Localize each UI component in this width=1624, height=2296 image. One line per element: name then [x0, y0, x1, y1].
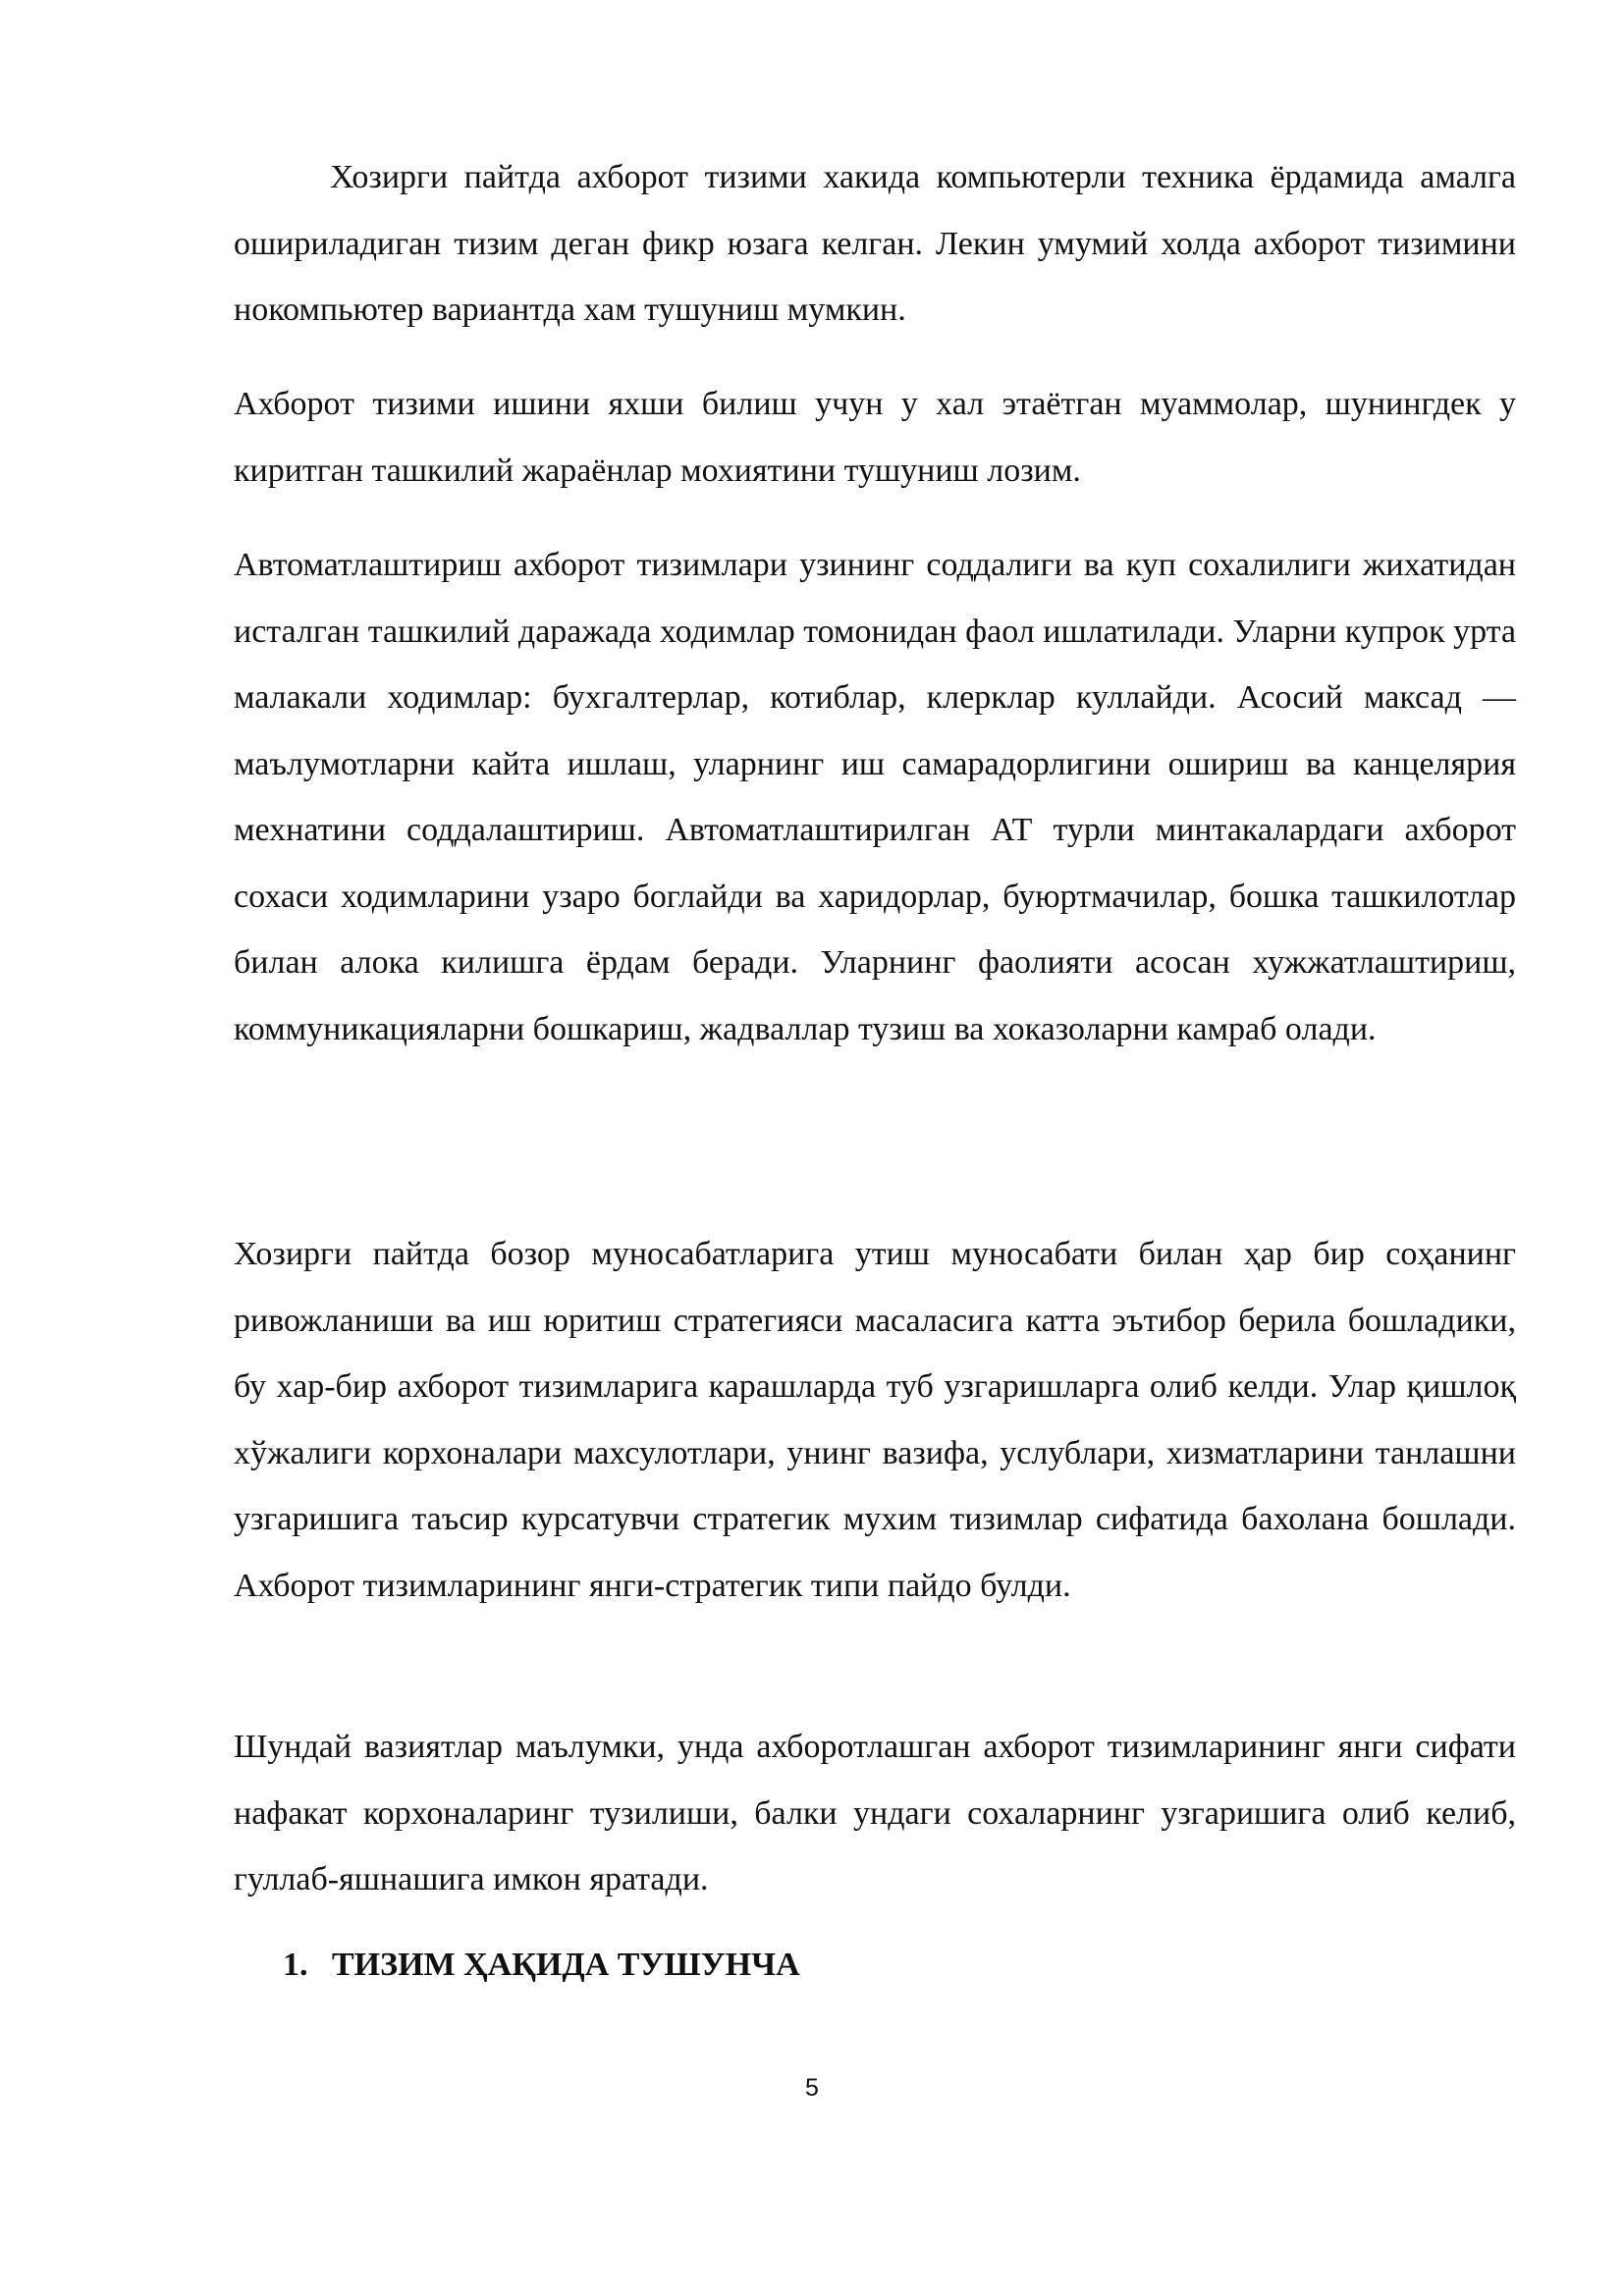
section-heading	[283, 1941, 800, 1990]
paragraph-5: Шундай вазиятлар маълумки, унда ахборотлашган ахборот тизимларининг янги сифати нафакат корхоналаринг тузилиши, балки ундаги сохаларнинг узгаришига олиб келиб, гуллаб-яшнашига имкон яратади.	[234, 1729, 1516, 1897]
page-number: 5	[805, 2074, 819, 2102]
paragraph-1: Хозирги пайтда ахборот тизими хакида компьютерли техника ёрдамида амалга ошириладиган тизим деган фикр юзага келган. Лекин умумий холда ахборот тизимини нокомпьютер вариантда хам тушуниш мумкин.	[234, 159, 1516, 328]
section-heading-text: ТИЗИМ ҲАҚИДА ТУШУНЧА	[332, 1947, 800, 1983]
paragraph-4: Хозирги пайтда бозор муносабатларига утиш муносабати билан ҳар бир соҳанинг ривожланиши ва иш юритиш стратегияси масаласига катта эътибор берила бошладики, бу хар-бир ахборот тизимларига карашларда туб узгаришларга олиб келди. Улар қишлоқ хўжалиги корхоналари махсулотлари, унинг вазифа, услублари, хизматларини танлашни узгаришига таъсир курсатувчи стратегик мухим тизимлар сифатида бахолана бошлади. Ахборот тизимларининг янги-стратегик типи пайдо булди.	[234, 1236, 1516, 1604]
section-heading-number: 1.	[283, 1947, 308, 1983]
paragraph-2: Ахборот тизими ишини яхши билиш учун у хал этаётган муаммолар, шунингдек у киритган ташкилий жараёнлар мохиятини тушуниш лозим.	[234, 386, 1516, 489]
paragraph-3: Автоматлаштириш ахборот тизимлари узининг соддалиги ва куп сохалилиги жихатидан исталган ташкилий даражада ходимлар томонидан фаол ишлатилади. Уларни купрок урта малакали ходимлар: бухгалтерлар, котиблар, клерклар куллайди. Асосий максад — маълумотларни кайта ишлаш, уларнинг иш самарадорлигини ошириш ва канцелярия мехнатини соддалаштириш. Автоматлаштирилган АТ турли минтакалардаги ахборот сохаси ходимларини узаро боглайди ва харидорлар, буюртмачилар, бошка ташкилотлар билан алока килишга ёрдам беради. Уларнинг фаолияти асосан хужжатлаштириш, коммуникацияларни бошкариш, жадваллар тузиш ва хоказоларни камраб олади.	[234, 547, 1516, 1047]
